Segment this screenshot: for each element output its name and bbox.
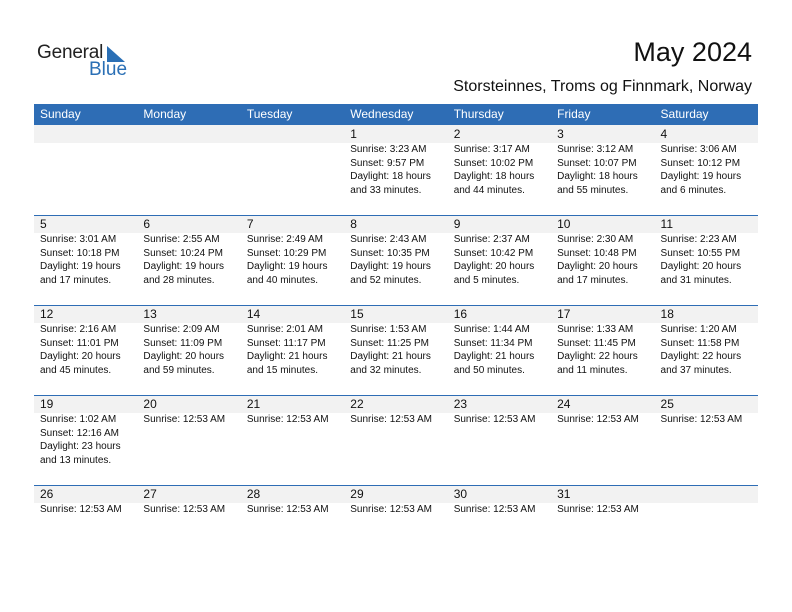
day-cell [448, 215, 551, 287]
sun-info-line: Sunrise: 12:53 AM [350, 414, 432, 425]
day-number [40, 125, 137, 143]
day-cell [655, 305, 758, 377]
sun-info-line: Sunrise: 2:37 AM [453, 234, 530, 245]
day-cell [137, 485, 240, 517]
calendar-week-row [34, 125, 758, 215]
day-number: 13 [143, 307, 157, 321]
sun-info-line: Sunset: 11:01 PM [40, 337, 119, 349]
sun-info-line: and 15 minutes. [246, 364, 319, 376]
sun-info-line: Daylight: 21 hours [453, 351, 535, 363]
day-cell [241, 485, 344, 517]
day-number: 4 [660, 127, 668, 141]
day-number: 17 [557, 307, 571, 321]
logo [37, 42, 137, 82]
weekday-header-row [34, 104, 758, 125]
weekday-header: Friday [557, 107, 591, 121]
day-number: 23 [453, 397, 468, 411]
sun-info-line: Sunrise: 12:53 AM [453, 414, 536, 425]
sun-info-line: and 31 minutes. [660, 274, 732, 286]
sun-info-line: Sunset: 10:55 PM [660, 247, 741, 259]
day-cell [655, 485, 758, 517]
calendar-week-row [34, 395, 758, 485]
sun-info-line: Sunset: 11:09 PM [143, 337, 223, 349]
weekday-header: Tuesday [246, 107, 293, 121]
sun-info-line: Sunset: 11:34 PM [453, 337, 533, 349]
day-number: 31 [557, 487, 571, 501]
calendar-weeks [34, 125, 758, 575]
day-cell [241, 305, 344, 377]
sun-info-line: Daylight: 22 hours [660, 351, 742, 363]
page-title: May 2024 [633, 37, 752, 67]
day-cell [448, 395, 551, 467]
sun-info-line: Daylight: 19 hours [143, 261, 225, 273]
day-number: 25 [660, 397, 674, 411]
sun-info-line: Sunrise: 2:23 AM [660, 234, 737, 245]
sun-info-line: Daylight: 18 hours [453, 171, 535, 183]
day-number: 9 [453, 217, 461, 231]
calendar-grid [34, 104, 758, 575]
sun-info-line: and 28 minutes. [143, 274, 215, 286]
day-cell [448, 125, 551, 197]
day-cell [344, 485, 447, 517]
day-cell [344, 305, 447, 377]
sun-info-line: and 59 minutes. [143, 364, 215, 376]
sun-info-line: and 55 minutes. [557, 184, 629, 196]
weekday-header: Sunday [40, 107, 81, 121]
day-cell [34, 485, 137, 517]
calendar-week-row [34, 485, 758, 575]
day-cell [241, 395, 344, 467]
sun-info-line: Sunrise: 1:20 AM [660, 324, 737, 335]
sun-info-line: and 11 minutes. [557, 364, 628, 376]
day-cell [655, 395, 758, 467]
logo-word-blue: Blue [89, 59, 128, 80]
sun-info-line: and 32 minutes. [350, 364, 422, 376]
sun-info-line: Sunrise: 3:12 AM [557, 144, 634, 155]
sun-info-line: and 52 minutes. [350, 274, 422, 286]
sun-info-line: Daylight: 18 hours [350, 171, 431, 183]
sun-info-line: Sunrise: 12:53 AM [557, 504, 639, 515]
day-number [143, 125, 240, 143]
day-cell [137, 125, 240, 197]
sun-info-line: Sunset: 10:24 PM [143, 247, 223, 259]
day-cell [448, 305, 551, 377]
sun-info-line: Sunrise: 12:53 AM [143, 504, 226, 515]
sun-info-line: Daylight: 22 hours [557, 351, 638, 363]
sun-info-line: Sunrise: 12:53 AM [246, 414, 329, 425]
sun-info-line: Daylight: 19 hours [40, 261, 121, 273]
sun-info-line: Sunset: 10:29 PM [246, 247, 327, 259]
weekday-header: Monday [143, 107, 187, 121]
day-cell [34, 395, 137, 467]
sun-info-line: and 5 minutes. [453, 274, 520, 286]
day-cell [655, 215, 758, 287]
day-number: 5 [40, 217, 47, 231]
sun-info-line: Sunrise: 1:53 AM [350, 324, 427, 335]
sun-info-line: Daylight: 19 hours [246, 261, 328, 273]
sun-info-line: Sunset: 11:25 PM [350, 337, 430, 349]
sun-info-line: Daylight: 18 hours [557, 171, 638, 183]
day-number [247, 125, 344, 143]
week-cells [34, 305, 758, 377]
sun-info-line: Sunrise: 3:17 AM [453, 144, 530, 155]
day-number: 14 [246, 307, 261, 321]
sun-info-line: Sunrise: 2:43 AM [350, 234, 427, 245]
day-cell [137, 395, 240, 467]
sun-info-line: Sunset: 10:07 PM [557, 157, 637, 169]
sun-info-line: Sunrise: 2:55 AM [143, 234, 220, 245]
day-cell [241, 125, 344, 197]
day-number: 11 [660, 217, 673, 231]
day-number: 15 [350, 307, 364, 321]
sun-info-line: and 13 minutes. [40, 454, 112, 466]
day-cell [137, 215, 240, 287]
sun-info-line: Daylight: 20 hours [557, 261, 638, 273]
day-number [661, 485, 758, 503]
location-subtitle: Storsteinnes, Troms og Finnmark, Norway [453, 78, 752, 95]
day-number: 24 [557, 397, 571, 411]
sun-info-line: Sunset: 9:57 PM [350, 157, 425, 169]
calendar-week-row [34, 305, 758, 395]
sun-info-line: Sunset: 11:45 PM [557, 337, 636, 349]
sun-info-line: and 17 minutes. [40, 274, 112, 286]
day-cell [551, 125, 654, 197]
day-number: 6 [143, 217, 151, 231]
sun-info-line: Sunrise: 2:09 AM [143, 324, 220, 335]
day-number: 20 [143, 397, 157, 411]
sun-info-line: and 44 minutes. [453, 184, 525, 196]
day-number: 12 [40, 307, 54, 321]
sun-info-line: and 37 minutes. [660, 364, 732, 376]
sun-info-line: and 6 minutes. [660, 184, 727, 196]
day-number: 27 [143, 487, 157, 501]
day-number: 3 [557, 127, 564, 141]
day-cell [241, 215, 344, 287]
sun-info-line: Sunrise: 1:44 AM [453, 324, 530, 335]
sun-info-line: Sunset: 10:42 PM [453, 247, 534, 259]
day-cell [551, 215, 654, 287]
sun-info-line: Sunrise: 3:01 AM [40, 234, 117, 245]
logo-word-general: General [37, 42, 104, 63]
sun-info-line: Daylight: 23 hours [40, 441, 121, 453]
sun-info-line: Sunrise: 12:53 AM [453, 504, 536, 515]
day-cell [137, 305, 240, 377]
day-cell [34, 125, 137, 197]
day-number: 28 [246, 487, 261, 501]
sun-info-line: Sunset: 11:17 PM [246, 337, 326, 349]
week-cells [34, 485, 758, 517]
sun-info-line: Sunrise: 3:06 AM [660, 144, 737, 155]
sun-info-line: and 17 minutes. [557, 274, 629, 286]
sun-info-line: Sunrise: 1:33 AM [557, 324, 634, 335]
day-cell [34, 305, 137, 377]
sun-info-line: and 45 minutes. [40, 364, 112, 376]
sun-info-line: Daylight: 19 hours [350, 261, 431, 273]
sun-info-line: Sunset: 10:35 PM [350, 247, 430, 259]
sun-info-line: Sunrise: 12:53 AM [40, 504, 122, 515]
day-number: 10 [557, 217, 571, 231]
sun-info-line: Sunrise: 2:30 AM [557, 234, 634, 245]
day-number: 7 [246, 217, 254, 231]
sun-info-line: Daylight: 21 hours [246, 351, 328, 363]
sun-info-line: Daylight: 21 hours [350, 351, 431, 363]
sun-info-line: Sunset: 10:18 PM [40, 247, 120, 259]
sun-info-line: Sunrise: 1:02 AM [40, 414, 117, 425]
sun-info-line: and 50 minutes. [453, 364, 525, 376]
weekday-header: Wednesday [350, 107, 414, 121]
weekday-header: Saturday [660, 107, 709, 121]
day-number: 26 [40, 487, 54, 501]
sun-info-line: Daylight: 19 hours [660, 171, 742, 183]
sun-info-line: Daylight: 20 hours [660, 261, 742, 273]
sun-info-line: Sunset: 10:48 PM [557, 247, 637, 259]
day-number: 22 [350, 397, 364, 411]
calendar-week-row [34, 215, 758, 305]
week-cells [34, 395, 758, 467]
day-number: 1 [350, 127, 357, 141]
day-number: 29 [350, 487, 364, 501]
sun-info-line: and 33 minutes. [350, 184, 422, 196]
sun-info-line: Sunset: 12:16 AM [40, 427, 119, 439]
day-cell [448, 485, 551, 517]
sun-info-line: Daylight: 20 hours [453, 261, 535, 273]
day-cell [344, 215, 447, 287]
day-cell [551, 305, 654, 377]
sun-info-line: Sunrise: 12:53 AM [660, 414, 743, 425]
day-number: 19 [40, 397, 54, 411]
weekday-header: Thursday [453, 107, 504, 121]
sun-info-line: Sunrise: 12:53 AM [246, 504, 329, 515]
day-cell [34, 215, 137, 287]
day-number: 21 [246, 397, 261, 411]
sun-info-line: Sunset: 11:58 PM [660, 337, 740, 349]
day-cell [344, 395, 447, 467]
sun-info-line: Sunset: 10:12 PM [660, 157, 741, 169]
sun-info-line: Sunrise: 2:01 AM [246, 324, 323, 335]
day-number: 30 [453, 487, 468, 501]
week-cells [34, 215, 758, 287]
day-number: 2 [453, 127, 461, 141]
day-number: 18 [660, 307, 674, 321]
day-cell [655, 125, 758, 197]
sun-info-line: Daylight: 20 hours [40, 351, 121, 363]
week-cells [34, 125, 758, 197]
day-cell [551, 485, 654, 517]
sun-info-line: Sunset: 10:02 PM [453, 157, 534, 169]
day-cell [551, 395, 654, 467]
sun-info-line: Sunrise: 12:53 AM [350, 504, 432, 515]
sun-info-line: Sunrise: 12:53 AM [143, 414, 226, 425]
sun-info-line: Sunrise: 2:49 AM [246, 234, 323, 245]
sun-info-line: Sunrise: 3:23 AM [350, 144, 427, 155]
day-number: 8 [350, 217, 357, 231]
sun-info-line: Daylight: 20 hours [143, 351, 225, 363]
day-number: 16 [453, 307, 468, 321]
sun-info-line: Sunrise: 12:53 AM [557, 414, 639, 425]
day-cell [344, 125, 447, 197]
sun-info-line: and 40 minutes. [246, 274, 319, 286]
sun-info-line: Sunrise: 2:16 AM [40, 324, 117, 335]
